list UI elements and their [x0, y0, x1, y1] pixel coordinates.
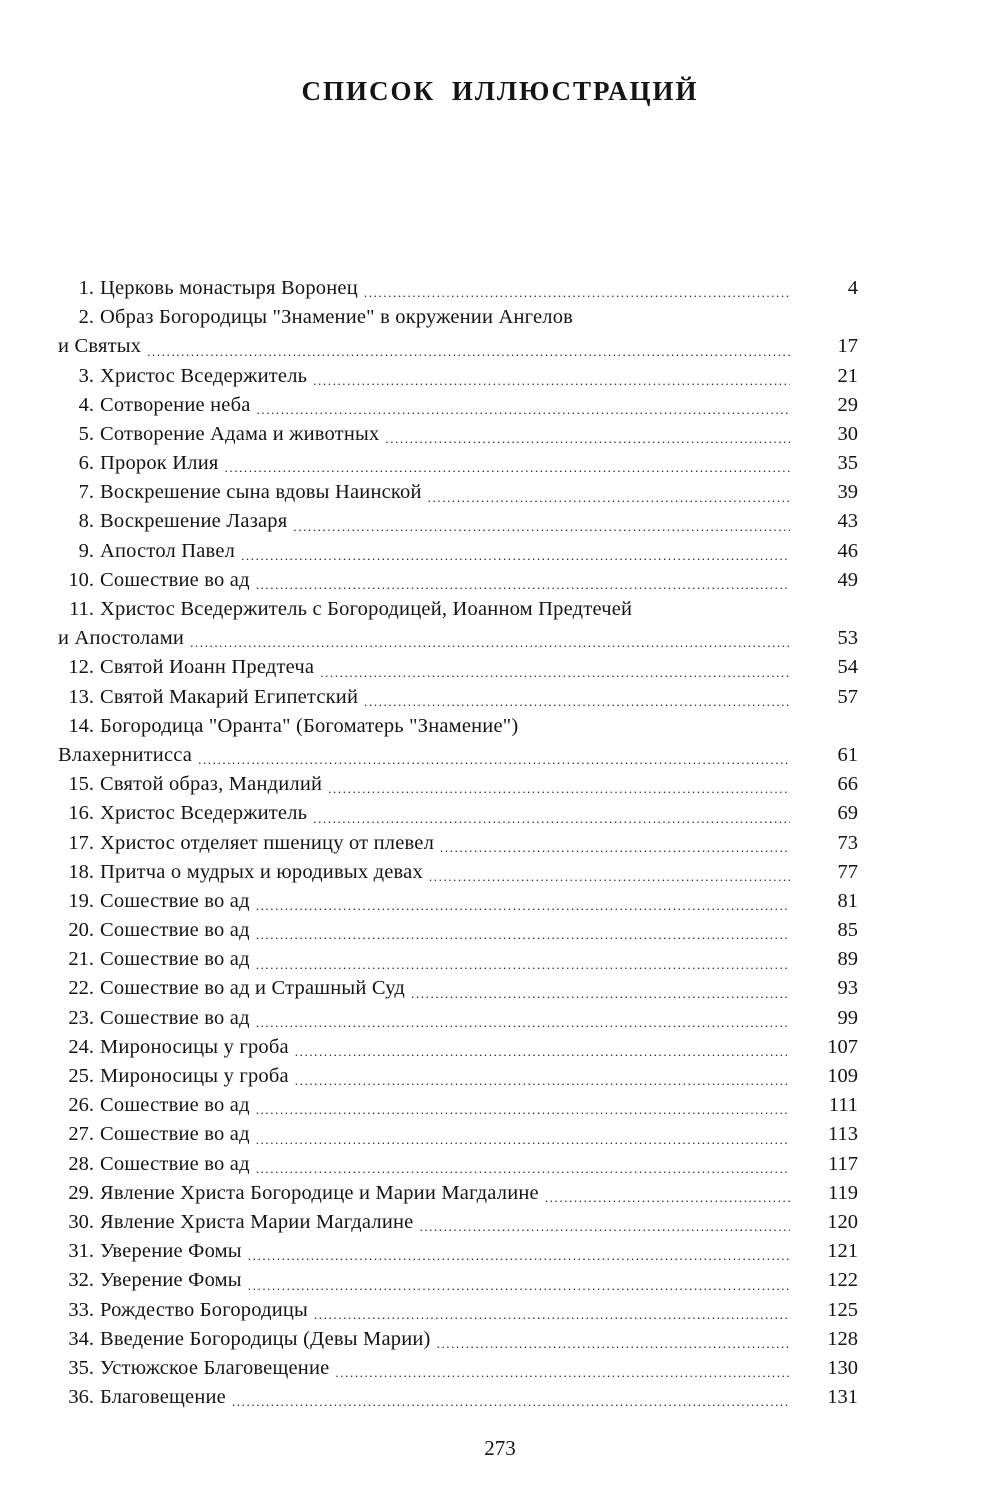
- entry-number: 29.: [68, 1181, 94, 1204]
- entry-number: 35.: [68, 1356, 94, 1379]
- dot-leader: [241, 537, 790, 566]
- entry-title: Христос Вседержитель с Богородицей, Иоанном Предтечей: [100, 598, 633, 621]
- dot-leader: [545, 1179, 790, 1208]
- dot-leader: [364, 683, 790, 712]
- list-item: [58, 1266, 858, 1295]
- entry-title: Влахернитисса: [58, 743, 193, 766]
- dot-leader: [248, 1237, 790, 1266]
- entry-number: 2.: [78, 306, 94, 329]
- dot-leader: [429, 858, 790, 887]
- page-title: СПИСОК ИЛЛЮСТРАЦИЙ: [301, 76, 699, 106]
- entry-number: 17.: [68, 831, 94, 854]
- entry-title: Святой образ, Мандилий: [100, 773, 323, 796]
- dot-leader: [257, 391, 790, 420]
- list-item: [58, 1383, 858, 1412]
- entry-number: 14.: [68, 714, 94, 737]
- entry-number: 3.: [78, 364, 94, 387]
- entry-title: Святой Макарий Египетский: [100, 685, 359, 708]
- dot-leader: [256, 566, 790, 595]
- entry-number: 25.: [68, 1065, 94, 1088]
- entry-page-number: 39: [837, 481, 858, 504]
- entry-page-number: 99: [837, 1006, 858, 1029]
- list-item: [58, 945, 858, 974]
- entry-title: Воскрешение сына вдовы Наинской: [100, 481, 422, 504]
- entry-number: 36.: [68, 1386, 94, 1409]
- list-item-continuation: [58, 624, 858, 653]
- entry-title: Сошествие во ад: [100, 1006, 250, 1029]
- entry-page-number: 117: [828, 1152, 858, 1175]
- list-item-continuation: [58, 741, 858, 770]
- entry-title: Сошествие во ад: [100, 1094, 250, 1117]
- entry-page-number: 4: [847, 276, 858, 299]
- dot-leader: [293, 508, 790, 537]
- entry-page-number: 66: [837, 773, 858, 796]
- entry-number: 33.: [68, 1298, 94, 1321]
- entry-page-number: 131: [827, 1386, 858, 1409]
- entry-page-number: 111: [828, 1094, 858, 1117]
- entry-page-number: 73: [837, 831, 858, 854]
- dot-leader: [320, 653, 790, 682]
- dot-leader: [256, 1004, 790, 1033]
- list-item: [58, 478, 858, 507]
- entry-number: 30.: [68, 1210, 94, 1233]
- list-item: [58, 1325, 858, 1354]
- dot-leader: [256, 916, 790, 945]
- entry-title: Явление Христа Марии Магдалине: [100, 1210, 414, 1233]
- list-item: [58, 653, 858, 682]
- entry-title: Сошествие во ад: [100, 948, 250, 971]
- entry-page-number: 128: [827, 1327, 858, 1350]
- entry-number: 15.: [68, 773, 94, 796]
- entry-page-number: 57: [837, 685, 858, 708]
- page-number: 273: [484, 1436, 516, 1460]
- entry-number: 32.: [68, 1269, 94, 1292]
- entry-number: 5.: [78, 422, 94, 445]
- list-item: [58, 1354, 858, 1383]
- entry-title: Сошествие во ад: [100, 919, 250, 942]
- entry-number: 18.: [68, 860, 94, 883]
- list-item: [58, 391, 858, 420]
- dot-leader: [437, 1325, 790, 1354]
- list-item: [58, 303, 858, 332]
- entry-page-number: 29: [837, 393, 858, 416]
- entry-title: Сотворение Адама и животных: [100, 422, 380, 445]
- entry-page-number: 77: [837, 860, 858, 883]
- dot-leader: [295, 1033, 790, 1062]
- list-item: [58, 274, 858, 303]
- dot-leader: [419, 1208, 790, 1237]
- entry-number: 12.: [68, 656, 94, 679]
- dot-leader: [190, 624, 790, 653]
- entry-title: и Апостолами: [58, 627, 185, 650]
- entry-title: Пророк Илия: [100, 452, 219, 475]
- entry-title: Образ Богородицы "Знамение" в окружении Ангелов: [100, 306, 574, 329]
- dot-leader: [147, 332, 790, 361]
- entry-page-number: 43: [837, 510, 858, 533]
- list-item: [58, 1120, 858, 1149]
- entry-title: Богородица "Оранта" (Богоматерь "Знамение"): [100, 714, 519, 737]
- entry-number: 16.: [68, 802, 94, 825]
- list-item: [58, 770, 858, 799]
- entry-title: Явление Христа Богородице и Марии Магдалине: [100, 1181, 539, 1204]
- entry-number: 23.: [68, 1006, 94, 1029]
- list-item: [58, 537, 858, 566]
- list-item: [58, 1004, 858, 1033]
- entry-title: Уверение Фомы: [100, 1269, 242, 1292]
- entry-page-number: 49: [837, 568, 858, 591]
- list-item: [58, 508, 858, 537]
- entry-page-number: 89: [837, 948, 858, 971]
- list-item: [58, 1062, 858, 1091]
- entry-page-number: 109: [827, 1065, 858, 1088]
- dot-leader: [256, 1091, 790, 1120]
- list-item: [58, 1179, 858, 1208]
- entry-number: 31.: [68, 1240, 94, 1263]
- dot-leader: [313, 799, 790, 828]
- entry-page-number: 121: [827, 1240, 858, 1263]
- list-item: [58, 595, 858, 624]
- entry-number: 8.: [78, 510, 94, 533]
- list-item: [58, 712, 858, 741]
- list-item: [58, 1237, 858, 1266]
- entry-number: 7.: [78, 481, 94, 504]
- dot-leader: [313, 362, 790, 391]
- entry-title: Введение Богородицы (Девы Марии): [100, 1327, 431, 1350]
- entry-number: 24.: [68, 1035, 94, 1058]
- entry-title: Святой Иоанн Предтеча: [100, 656, 315, 679]
- entry-title: Сошествие во ад: [100, 889, 250, 912]
- entry-title: Христос отделяет пшеницу от плевел: [100, 831, 435, 854]
- entry-number: 28.: [68, 1152, 94, 1175]
- entry-number: 10.: [68, 568, 94, 591]
- entry-title: Притча о мудрых и юродивых девах: [100, 860, 423, 883]
- list-item: [58, 449, 858, 478]
- entry-page-number: 119: [828, 1181, 858, 1204]
- entry-number: 22.: [68, 977, 94, 1000]
- entry-title: Христос Вседержитель: [100, 364, 308, 387]
- dot-leader: [256, 945, 790, 974]
- dot-leader: [248, 1266, 790, 1295]
- entry-number: 9.: [78, 539, 94, 562]
- entry-page-number: 17: [837, 335, 858, 358]
- list-item: [58, 1296, 858, 1325]
- entry-number: 11.: [69, 598, 94, 621]
- entry-title: Церковь монастыря Воронец: [100, 276, 358, 299]
- dot-leader: [364, 274, 790, 303]
- entry-title: Сотворение неба: [100, 393, 251, 416]
- entry-page-number: 113: [828, 1123, 858, 1146]
- entry-number: 19.: [68, 889, 94, 912]
- dot-leader: [295, 1062, 790, 1091]
- entry-title: Уверение Фомы: [100, 1240, 242, 1263]
- entry-title: Устюжское Благовещение: [100, 1356, 330, 1379]
- entry-title: Сошествие во ад: [100, 1123, 250, 1146]
- list-item: [58, 887, 858, 916]
- dot-leader: [428, 478, 790, 507]
- entry-page-number: 130: [827, 1356, 858, 1379]
- entry-title: Апостол Павел: [100, 539, 236, 562]
- list-item: [58, 829, 858, 858]
- entry-page-number: 61: [837, 743, 858, 766]
- list-item: [58, 858, 858, 887]
- dot-leader: [385, 420, 790, 449]
- entry-number: 27.: [68, 1123, 94, 1146]
- entry-title: Благовещение: [100, 1386, 226, 1409]
- list-item: [58, 1033, 858, 1062]
- list-item-continuation: [58, 332, 858, 361]
- list-item: [58, 683, 858, 712]
- dot-leader: [232, 1383, 790, 1412]
- entry-page-number: 120: [827, 1210, 858, 1233]
- entry-title: Сошествие во ад: [100, 1152, 250, 1175]
- dot-leader: [440, 829, 790, 858]
- entry-number: 34.: [68, 1327, 94, 1350]
- entry-title: Мироносицы у гроба: [100, 1035, 289, 1058]
- entry-number: 6.: [78, 452, 94, 475]
- entry-page-number: 21: [837, 364, 858, 387]
- entry-page-number: 35: [837, 452, 858, 475]
- entry-number: 21.: [68, 948, 94, 971]
- entry-title: Мироносицы у гроба: [100, 1065, 289, 1088]
- dot-leader: [256, 1120, 790, 1149]
- entry-page-number: 81: [837, 889, 858, 912]
- entry-page-number: 53: [837, 627, 858, 650]
- entry-page-number: 69: [837, 802, 858, 825]
- entry-page-number: 30: [837, 422, 858, 445]
- illustration-list: [58, 274, 858, 1412]
- list-item: [58, 566, 858, 595]
- entry-page-number: 122: [827, 1269, 858, 1292]
- entry-number: 1.: [78, 276, 94, 299]
- entry-number: 4.: [78, 393, 94, 416]
- dot-leader: [256, 887, 790, 916]
- list-item: [58, 799, 858, 828]
- dot-leader: [198, 741, 790, 770]
- entry-page-number: 125: [827, 1298, 858, 1321]
- entry-number: 20.: [68, 919, 94, 942]
- dot-leader: [314, 1296, 790, 1325]
- entry-title: Воскрешение Лазаря: [100, 510, 288, 533]
- list-item: [58, 975, 858, 1004]
- dot-leader: [411, 975, 790, 1004]
- dot-leader: [256, 1150, 790, 1179]
- entry-title: Христос Вседержитель: [100, 802, 308, 825]
- list-item: [58, 916, 858, 945]
- entry-number: 26.: [68, 1094, 94, 1117]
- list-item: [58, 1091, 858, 1120]
- list-item: [58, 420, 858, 449]
- entry-title: Рождество Богородицы: [100, 1298, 309, 1321]
- entry-page-number: 46: [837, 539, 858, 562]
- entry-page-number: 93: [837, 977, 858, 1000]
- entry-title: Сошествие во ад и Страшный Суд: [100, 977, 406, 1000]
- list-item: [58, 1208, 858, 1237]
- list-item: [58, 362, 858, 391]
- entry-page-number: 85: [837, 919, 858, 942]
- dot-leader: [335, 1354, 790, 1383]
- dot-leader: [225, 449, 790, 478]
- dot-leader: [328, 770, 790, 799]
- entry-title: Сошествие во ад: [100, 568, 250, 591]
- entry-title: и Святых: [58, 335, 142, 358]
- entry-page-number: 107: [827, 1035, 858, 1058]
- entry-page-number: 54: [837, 656, 858, 679]
- entry-number: 13.: [68, 685, 94, 708]
- list-item: [58, 1150, 858, 1179]
